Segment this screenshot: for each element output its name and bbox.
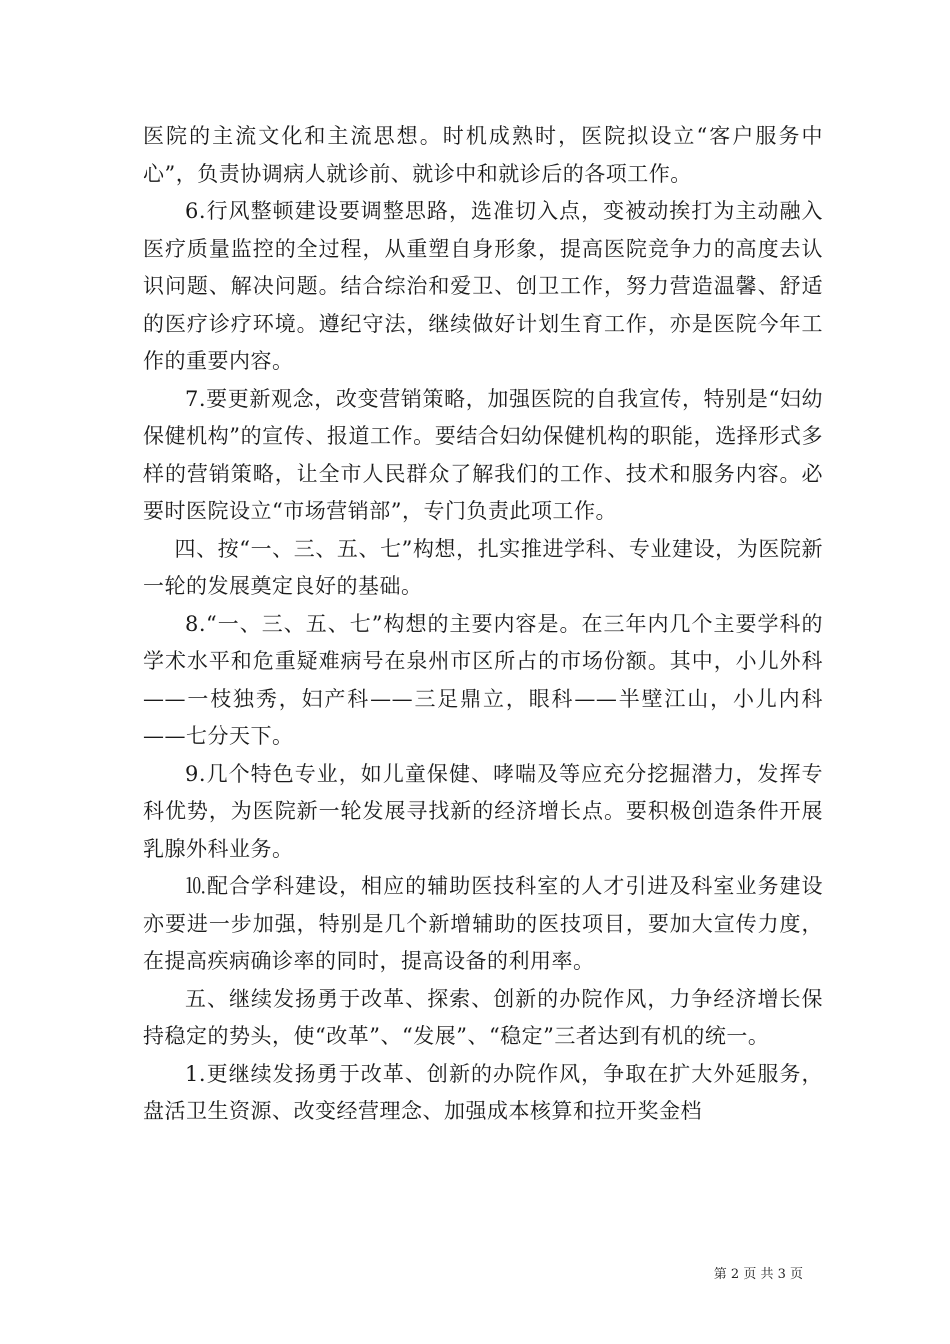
paragraph-continued: 医院的主流文化和主流思想。时机成熟时，医院拟设立“客户服务中心”，负责协调病人就诊前、就诊中和就诊后的各项工作。 <box>143 124 823 186</box>
paragraph-item-7: 7.要更新观念，改变营销策略，加强医院的自我宣传，特别是“妇幼保健机构”的宣传、报道工作。要结合妇幼保健机构的职能，选择形式多样的营销策略，让全市人民群众了解我们的工作、技术和服务内容。必要时医院设立“市场营销部”，专门负责此项工作。 <box>143 386 823 523</box>
paragraph-item-10: ⒑配合学科建设，相应的辅助医技科室的人才引进及科室业务建设亦要进一步加强，特别是几个新增辅助的医技项目，要加大宣传力度，在提高疾病确诊率的同时，提高设备的利用率。 <box>143 874 823 973</box>
document-body <box>143 118 823 1131</box>
paragraph-item-1: 1.更继续发扬勇于改革、创新的办院作风，争取在扩大外延服务，盘活卫生资源、改变经营理念、加强成本核算和拉开奖金档 <box>143 1061 823 1123</box>
paragraph-section-5: 五、继续发扬勇于改革、探索、创新的办院作风，力争经济增长保持稳定的势头，使“改革”、“发展”、“稳定”三者达到有机的统一。 <box>143 986 823 1048</box>
paragraph-item-9: 9.几个特色专业，如儿童保健、哮喘及等应充分挖掘潜力，发挥专科优势，为医院新一轮发展寻找新的经济增长点。要积极创造条件开展乳腺外科业务。 <box>143 761 823 861</box>
paragraph-item-8: 8.“一、三、五、七”构想的主要内容是。在三年内几个主要学科的学术水平和危重疑难病号在泉州市区所占的市场份额。其中，小儿外科——一枝独秀，妇产科——三足鼎立，眼科——半壁江山，小儿内科——七分天下。 <box>143 611 823 748</box>
paragraph-section-4: 四、按“一、三、五、七”构想，扎实推进学科、专业建设，为医院新一轮的发展奠定良好的基础。 <box>143 536 823 598</box>
paragraph-item-6: 6.行风整顿建设要调整思路，选准切入点，变被动挨打为主动融入医疗质量监控的全过程，从重塑自身形象，提高医院竞争力的高度去认识问题、解决问题。结合综治和爱卫、创卫工作，努力营造温馨、舒适的医疗诊疗环境。遵纪守法，继续做好计划生育工作，亦是医院今年工作的重要内容。 <box>143 199 823 373</box>
page-number-footer: 第 2 页 共 3 页 <box>713 1267 803 1282</box>
